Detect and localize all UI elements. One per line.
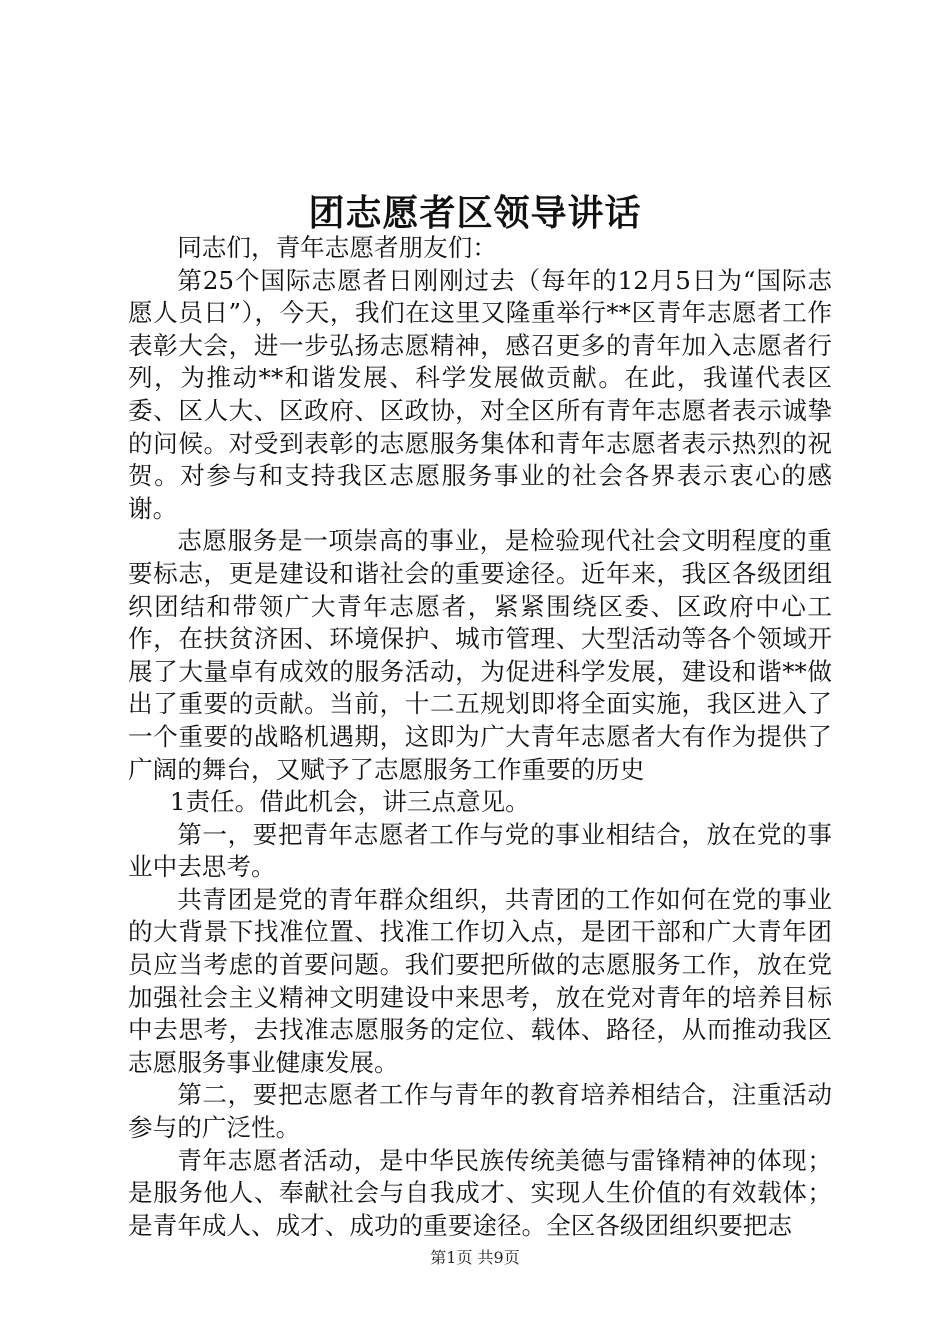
paragraph: 第25个国际志愿者日刚刚过去（每年的12月5日为“国际志愿人员日”），今天，我们在这里又隆重举行**区青年志愿者工作表彰大会，进一步弘扬志愿精神，感召更多的青年加入志愿者行列，为推动**和谐发展、科学发展做贡献。在此，我谨代表区委、区人大、区政府、区政协，对全区所有青年志愿者表示诚挚的问候。对受到表彰的志愿服务集体和青年志愿者表示热烈的祝贺。对参与和支持我区志愿服务事业的社会各界表示衷心的感谢。 xyxy=(128,265,832,523)
paragraph: 第二，要把志愿者工作与青年的教育培养相结合，注重活动参与的广泛性。 xyxy=(128,1080,832,1143)
paragraph: 青年志愿者活动，是中华民族传统美德与雷锋精神的体现；是服务他人、奉献社会与自我成才、实现人生价值的有效载体；是青年成人、成才、成功的重要途径。全区各级团组织要把志 xyxy=(128,1145,832,1240)
document-body xyxy=(128,232,832,1242)
document-title: 团志愿者区领导讲话 xyxy=(308,192,642,234)
paragraph: 1责任。借此机会，讲三点意见。 xyxy=(169,787,530,817)
salutation: 同志们，青年志愿者朋友们： xyxy=(177,233,497,262)
paragraph: 志愿服务是一项崇高的事业，是检验现代社会文明程度的重要标志，更是建设和谐社会的重要途径。近年来，我区各级团组织团结和带领广大青年志愿者，紧紧围绕区委、区政府中心工作，在扶贫济困、环境保护、城市管理、大型活动等各个领域开展了大量卓有成效的服务活动，为促进科学发展，建设和谐**做出了重要的贡献。当前，十二五规划即将全面实施，我区进入了一个重要的战略机遇期，这即为广大青年志愿者大有作为提供了广阔的舞台，又赋予了志愿服务工作重要的历史 xyxy=(128,526,832,784)
page-number-footer: 第1页 共9页 xyxy=(430,1248,520,1267)
paragraph: 第一，要把青年志愿者工作与党的事业相结合，放在党的事业中去思考。 xyxy=(128,819,832,882)
paragraph: 共青团是党的青年群众组织，共青团的工作如何在党的事业的大背景下找准位置、找准工作切入点，是团干部和广大青年团员应当考虑的首要问题。我们要把所做的志愿服务工作，放在党加强社会主义精神文明建设中来思考，放在党对青年的培养目标中去思考，去找准志愿服务的定位、载体、路径，从而推动我区志愿服务事业健康发展。 xyxy=(128,884,832,1077)
